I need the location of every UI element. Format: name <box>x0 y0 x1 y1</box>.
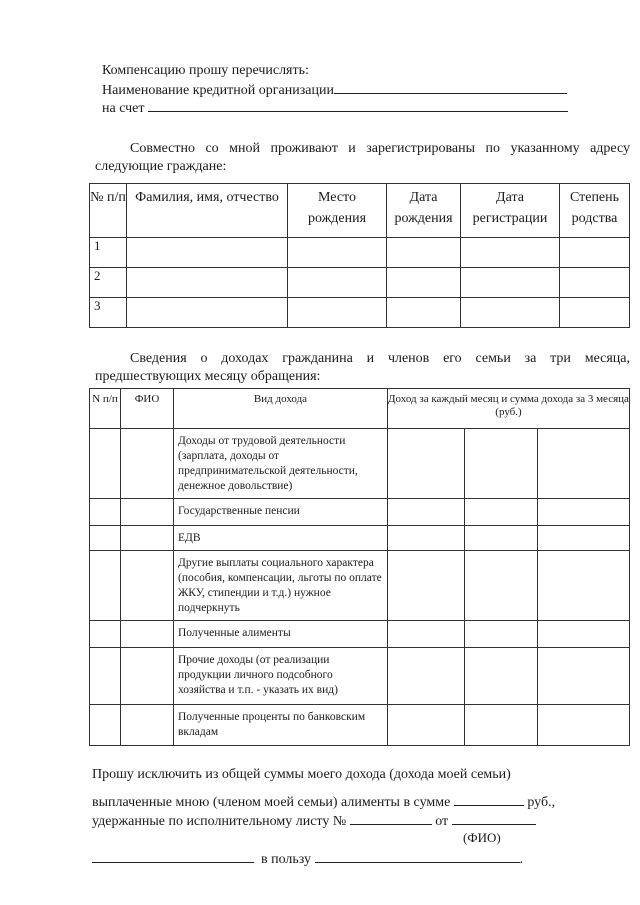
account-label: на счет <box>102 101 145 116</box>
month3-cell[interactable] <box>538 499 630 526</box>
table-row <box>90 298 630 328</box>
registration-date-cell[interactable] <box>461 238 560 268</box>
month2-cell[interactable] <box>465 429 538 499</box>
residents-intro: Совместно со мной проживают и зарегистрированы по указанному адресу следующие граждане: <box>95 141 630 174</box>
month3-cell[interactable] <box>538 551 630 621</box>
col-header-fullname: Фамилия, имя, отчество <box>127 184 288 238</box>
registration-date-cell[interactable] <box>461 268 560 298</box>
income-intro: Сведения о доходах гражданина и членов его семьи за три месяца, предшествующих месяцу обращения: <box>95 351 630 384</box>
alimony-amount-label: выплаченные мною (членом моей семьи) алименты в сумме <box>92 795 451 810</box>
writ-number-field[interactable] <box>350 811 432 825</box>
beneficiary-label: в пользу <box>261 852 312 867</box>
table-row <box>90 648 630 705</box>
month1-cell[interactable] <box>388 551 465 621</box>
number-cell[interactable] <box>90 705 121 746</box>
birthdate-cell[interactable] <box>387 238 461 268</box>
month3-cell[interactable] <box>538 526 630 551</box>
writ-from-label: от <box>435 814 449 829</box>
account-row <box>102 98 568 117</box>
table-row <box>90 621 630 648</box>
birthdate-cell[interactable] <box>387 268 461 298</box>
fio-cell[interactable] <box>121 499 174 526</box>
table-row <box>90 526 630 551</box>
month1-cell[interactable] <box>388 621 465 648</box>
beneficiary-row <box>92 849 523 868</box>
fio-caption: (ФИО) <box>463 830 501 845</box>
month2-cell[interactable] <box>465 551 538 621</box>
registration-date-cell[interactable] <box>461 298 560 328</box>
bank-name-field[interactable] <box>334 80 567 94</box>
month3-cell[interactable] <box>538 429 630 499</box>
income-type-label: Полученные алименты <box>174 621 388 648</box>
table-row <box>90 705 630 746</box>
relationship-cell[interactable] <box>560 268 630 298</box>
month2-cell[interactable] <box>465 499 538 526</box>
table-row <box>90 499 630 526</box>
income-type-label: Прочие доходы (от реализации продукции личного подсобного хозяйства и т.п. - указать их вид) <box>174 648 388 705</box>
month1-cell[interactable] <box>388 429 465 499</box>
income-table <box>89 388 630 746</box>
fio-cell[interactable] <box>121 705 174 746</box>
writ-from-field[interactable] <box>452 811 536 825</box>
relationship-cell[interactable] <box>560 238 630 268</box>
beneficiary-field[interactable] <box>315 849 520 863</box>
birthdate-cell[interactable] <box>387 298 461 328</box>
table-row <box>90 429 630 499</box>
row-number: 2 <box>90 268 127 298</box>
payment-request-label: Компенсацию прошу перечислять: <box>102 63 309 78</box>
number-cell[interactable] <box>90 499 121 526</box>
fullname-cell[interactable] <box>127 268 288 298</box>
row-number: 1 <box>90 238 127 268</box>
number-cell[interactable] <box>90 621 121 648</box>
exclusion-request-text: Прошу исключить из общей суммы моего дохода (дохода моей семьи) <box>92 767 511 782</box>
col-header-birthplace: Место рождения <box>288 184 387 238</box>
income-type-label: Государственные пенсии <box>174 499 388 526</box>
birthplace-cell[interactable] <box>288 238 387 268</box>
col-header-number: № п/п <box>90 184 127 238</box>
table-row <box>90 551 630 621</box>
col-header-number: N п/п <box>90 389 121 429</box>
month3-cell[interactable] <box>538 621 630 648</box>
alimony-amount-row <box>92 792 555 811</box>
income-type-label: Полученные проценты по банковским вкладам <box>174 705 388 746</box>
fullname-cell[interactable] <box>127 298 288 328</box>
number-cell[interactable] <box>90 429 121 499</box>
account-field[interactable] <box>148 98 568 112</box>
period: . <box>519 852 524 867</box>
writ-number-label: удержанные по исполнительному листу № <box>92 814 347 829</box>
relationship-cell[interactable] <box>560 298 630 328</box>
fio-cell[interactable] <box>121 648 174 705</box>
col-header-registration-date: Дата регистрации <box>461 184 560 238</box>
month2-cell[interactable] <box>465 526 538 551</box>
month1-cell[interactable] <box>388 648 465 705</box>
income-type-label: Доходы от трудовой деятельности (зарплата, доходы от предпринимательской деятельности, денежное довольствие) <box>174 429 388 499</box>
fio-cell[interactable] <box>121 526 174 551</box>
col-header-birthdate: Дата рождения <box>387 184 461 238</box>
writ-row <box>92 811 536 830</box>
month2-cell[interactable] <box>465 621 538 648</box>
fullname-cell[interactable] <box>127 238 288 268</box>
month2-cell[interactable] <box>465 705 538 746</box>
bank-name-label: Наименование кредитной организации <box>102 83 334 98</box>
number-cell[interactable] <box>90 526 121 551</box>
month2-cell[interactable] <box>465 648 538 705</box>
month3-cell[interactable] <box>538 705 630 746</box>
col-header-monthly-income: Доход за каждый месяц и сумма дохода за 3 месяца (руб.) <box>388 389 630 429</box>
fio-cell[interactable] <box>121 621 174 648</box>
payer-name-field[interactable] <box>92 849 254 863</box>
fio-cell[interactable] <box>121 429 174 499</box>
number-cell[interactable] <box>90 551 121 621</box>
fio-cell[interactable] <box>121 551 174 621</box>
month1-cell[interactable] <box>388 526 465 551</box>
birthplace-cell[interactable] <box>288 298 387 328</box>
income-type-label: ЕДВ <box>174 526 388 551</box>
col-header-relationship: Степень родства <box>560 184 630 238</box>
col-header-income-type: Вид дохода <box>174 389 388 429</box>
alimony-amount-field[interactable] <box>454 792 524 806</box>
currency-label: руб., <box>527 795 556 810</box>
row-number: 3 <box>90 298 127 328</box>
bank-name-row <box>102 80 567 99</box>
table-row <box>90 268 630 298</box>
month3-cell[interactable] <box>538 648 630 705</box>
number-cell[interactable] <box>90 648 121 705</box>
col-header-fio: ФИО <box>121 389 174 429</box>
month1-cell[interactable] <box>388 499 465 526</box>
income-type-label: Другие выплаты социального характера (пособия, компенсации, льготы по оплате ЖКУ, стипендии и т.д.) нужное подчеркнуть <box>174 551 388 621</box>
residents-table <box>89 183 630 328</box>
birthplace-cell[interactable] <box>288 268 387 298</box>
table-row <box>90 238 630 268</box>
month1-cell[interactable] <box>388 705 465 746</box>
